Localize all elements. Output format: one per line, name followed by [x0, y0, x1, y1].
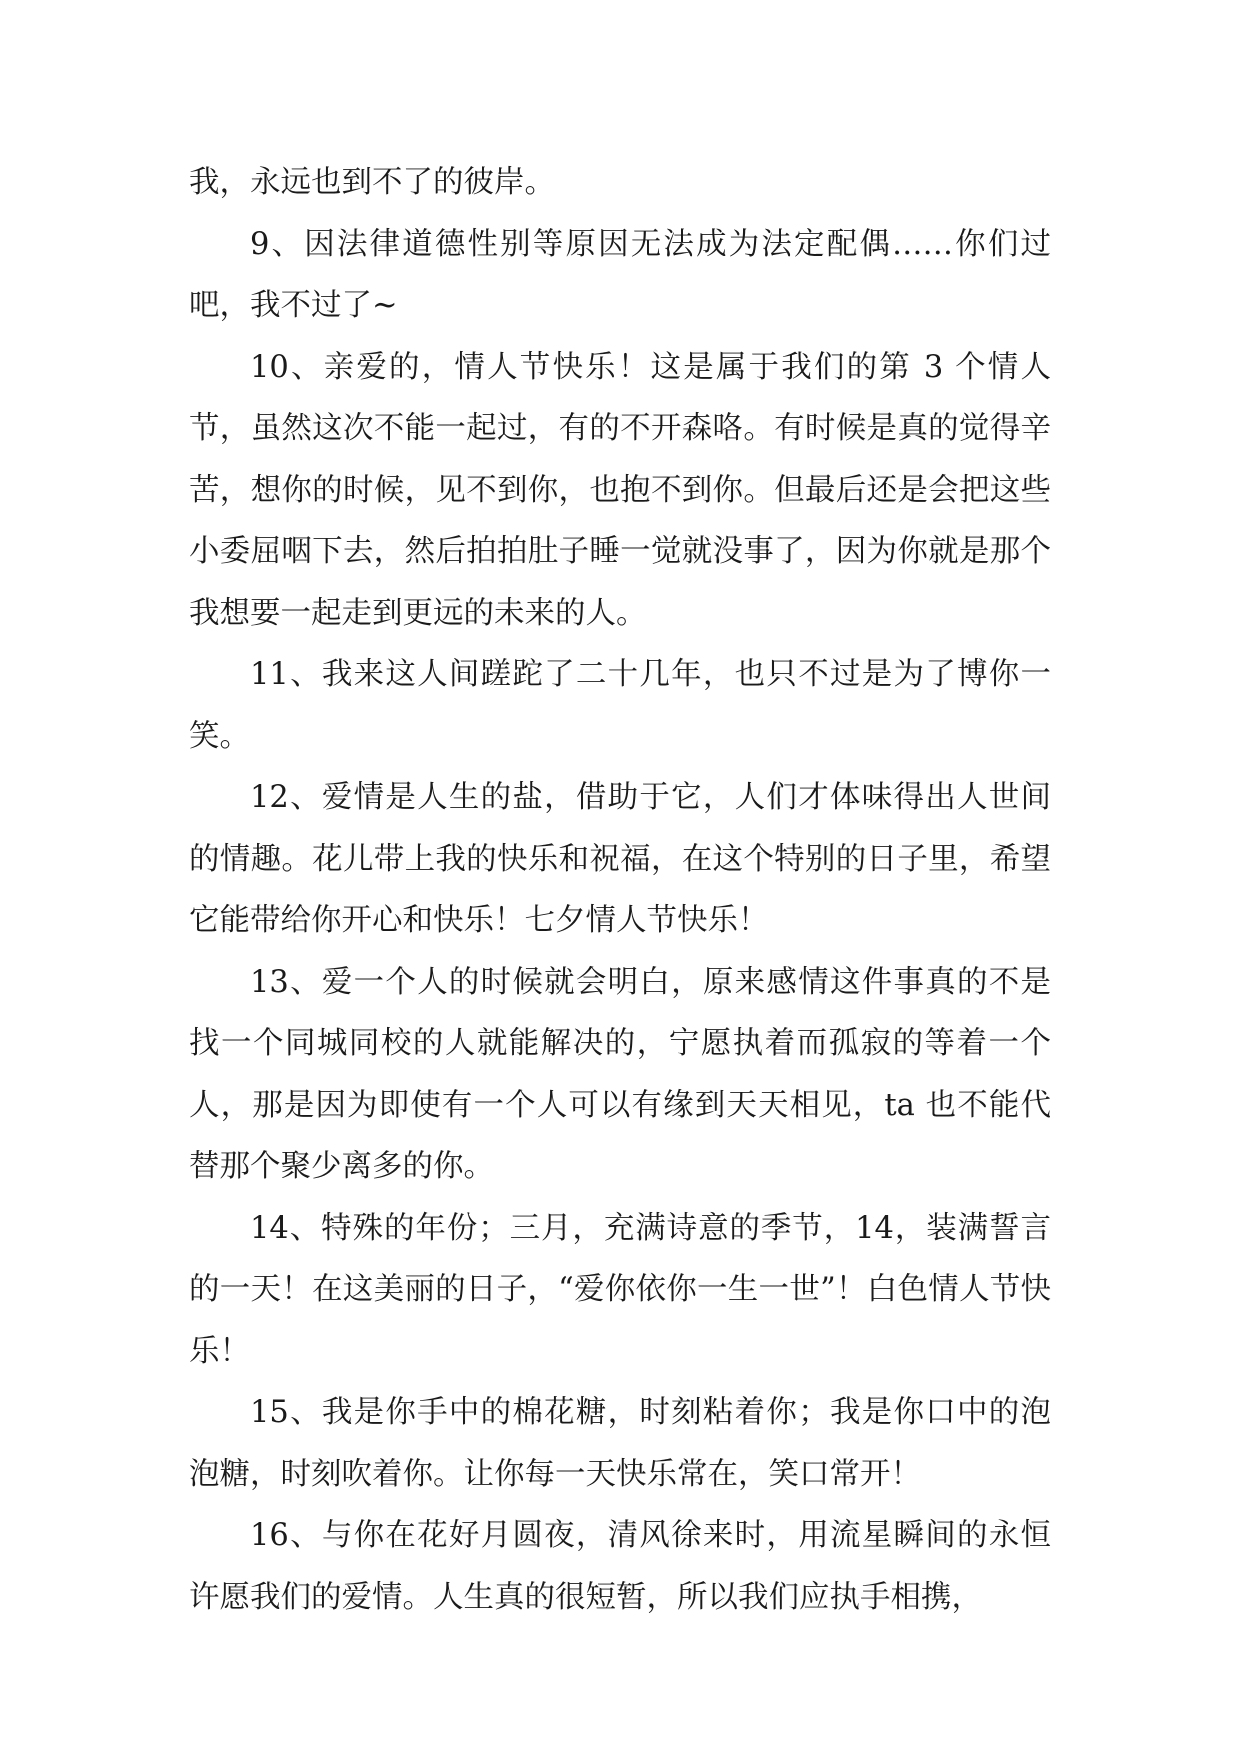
paragraph-item-14: 14、特殊的年份；三月，充满诗意的季节，14，装满誓言的一天！在这美丽的日子，“爱你依你一生一世”！白色情人节快乐！	[189, 1210, 1051, 1369]
paragraph-item-12: 12、爱情是人生的盐，借助于它，人们才体味得出人世间的情趣。花儿带上我的快乐和祝福，在这个特别的日子里，希望它能带给你开心和快乐！七夕情人节快乐！	[189, 780, 1051, 938]
paragraph-item-9: 9、因法律道德性别等原因无法成为法定配偶……你们过吧，我不过了~	[189, 226, 1051, 323]
paragraph-item-15: 15、我是你手中的棉花糖，时刻粘着你；我是你口中的泡泡糖，时刻吹着你。让你每一天快乐常在，笑口常开！	[189, 1395, 1051, 1492]
paragraph-item-13: 13、爱一个人的时候就会明白，原来感情这件事真的不是找一个同城同校的人就能解决的，宁愿执着而孤寂的等着一个人，那是因为即使有一个人可以有缘到天天相见，ta 也不能代替那个聚少离多的你。	[189, 964, 1051, 1184]
paragraph-item-16: 16、与你在花好月圆夜，清风徐来时，用流星瞬间的永恒许愿我们的爱情。人生真的很短暂，所以我们应执手相携，	[189, 1518, 1051, 1615]
document-body	[189, 152, 1051, 1628]
paragraph-item-10: 10、亲爱的，情人节快乐！这是属于我们的第 3 个情人节，虽然这次不能一起过，有的不开森咯。有时候是真的觉得辛苦，想你的时候，见不到你，也抱不到你。但最后还是会把这些小委屈咽下去，然后拍拍肚子睡一觉就没事了，因为你就是那个我想要一起走到更远的未来的人。	[189, 349, 1051, 631]
paragraph-item-11: 11、我来这人间蹉跎了二十几年，也只不过是为了博你一笑。	[189, 657, 1051, 754]
paragraph-continuation: 我，永远也到不了的彼岸。	[189, 165, 555, 200]
